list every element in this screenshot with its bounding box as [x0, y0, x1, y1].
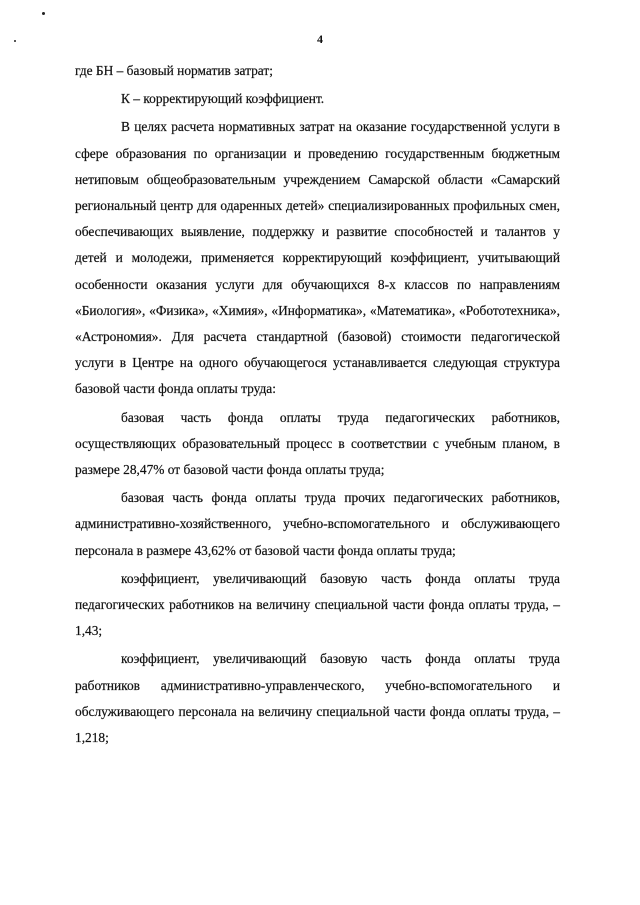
paragraph-teaching-staff-share: базовая часть фонда оплаты труда педагогических работников, осуществляющих образовательный процесс в соответствии с учебным планом, в размере 28,47% от базовой части фонда оплаты труда; — [75, 409, 560, 478]
paragraph-teaching-coefficient: коэффициент, увеличивающий базовую часть фонда оплаты труда педагогических работников на величину специальной части фонда оплаты труда, – 1,43; — [75, 570, 560, 639]
paragraph-main: В целях расчета нормативных затрат на оказание государственной услуги в сфере образования по организации и проведению государственным бюджетным нетиповым общеобразовательным учреждением Самарской области «Самарский региональный центр для одаренных детей» специализированных профильных смен, обеспечивающих выявление, поддержку и развитие способностей и талантов у детей и молодежи, применяется корректирующий коэффициент, учитывающий особенности оказания услуги для обучающихся 8-х классов по направлениям «Биология», «Физика», «Химия», «Информатика», «Математика», «Робототехника», «Астрономия». Для расчета стандартной (базовой) стоимости педагогической услуги в Центре на одного обучающегося устанавливается следующая структура базовой части фонда оплаты труда: — [75, 119, 560, 397]
paragraph-admin-coefficient: коэффициент, увеличивающий базовую часть фонда оплаты труда работников административно-управленческого, учебно-вспомогательного и обслуживающего персонала на величину специальной части фонда оплаты труда, – 1,218; — [75, 651, 560, 746]
document-body — [75, 58, 560, 751]
paragraph-other-staff-share: базовая часть фонда оплаты труда прочих педагогических работников, административно-хозяйственного, учебно-вспомогательного и обслуживающего персонала в размере 43,62% от базовой части фонда оплаты труда; — [75, 490, 560, 558]
definition-k: К – корректирующий коэффициент. — [121, 91, 325, 107]
page-number: 4 — [317, 32, 323, 46]
definition-bn: где БН – базовый норматив затрат; — [75, 63, 273, 78]
scan-speck — [42, 12, 45, 15]
